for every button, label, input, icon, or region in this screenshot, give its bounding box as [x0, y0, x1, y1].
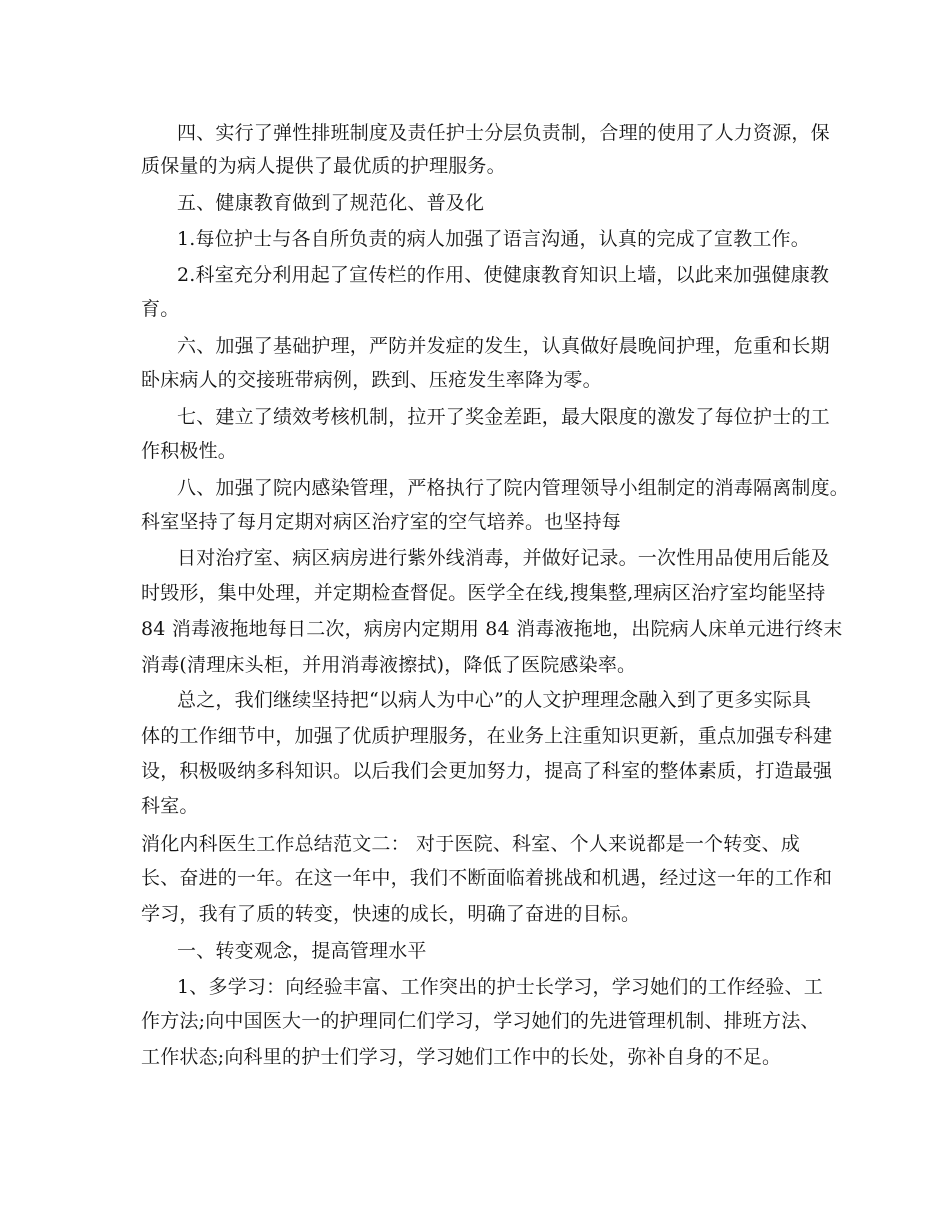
text-line: 科室坚持了每月定期对病区治疗室的空气培养。也坚持每	[141, 511, 622, 533]
text-line: 2.科室充分利用起了宣传栏的作用、使健康教育知识上墙，以此来加强健康教	[177, 264, 830, 286]
text-line: 学习，我有了质的转变，快速的成长，明确了奋进的目标。	[141, 903, 641, 925]
text-line: 质保量的为病人提供了最优质的护理服务。	[141, 155, 506, 177]
text-line: 消化内科医生工作总结范文二： 对于医院、科室、个人来说都是一个转变、成	[141, 833, 801, 855]
text-line: 八、加强了院内感染管理，严格执行了院内管理领导小组制定的消毒隔离制度。	[177, 477, 850, 499]
text-line: 六、加强了基础护理，严防并发症的发生，认真做好晨晚间护理，危重和长期	[177, 335, 830, 357]
text-line: 长、奋进的一年。在这一年中，我们不断面临着挑战和机遇，经过这一年的工作和	[141, 867, 833, 889]
text-line: 五、健康教育做到了规范化、普及化	[177, 192, 485, 214]
text-line: 消毒(清理床头柜，并用消毒液擦拭)，降低了医院感染率。	[141, 654, 637, 676]
text-line: 科室。	[141, 795, 199, 817]
text-line: 作方法;向中国医大一的护理同仁们学习，学习她们的先进管理机制、排班方法、	[141, 1010, 820, 1032]
text-line: 育。	[141, 298, 180, 320]
text-line: 一、转变观念，提高管理水平	[177, 940, 427, 962]
text-line: 总之，我们继续坚持把“以病人为中心”的人文护理理念融入到了更多实际具	[177, 689, 812, 711]
text-line: 84 消毒液拖地每日二次，病房内定期用 84 消毒液拖地，出院病人床单元进行终末	[141, 618, 843, 640]
text-line: 工作状态;向科里的护士们学习，学习她们工作中的长处，弥补自身的不足。	[141, 1046, 782, 1068]
text-line: 卧床病人的交接班带病例，跌到、压疮发生率降为零。	[141, 369, 602, 391]
text-line: 作积极性。	[141, 440, 238, 462]
text-line: 1.每位护士与各自所负责的病人加强了语言沟通，认真的完成了宣教工作。	[177, 228, 810, 250]
text-line: 四、实行了弹性排班制度及责任护士分层负责制，合理的使用了人力资源，保	[177, 122, 830, 144]
text-line: 时毁形，集中处理，并定期检查督促。医学全在线,搜集整,理病区治疗室均能坚持	[141, 582, 826, 604]
text-line: 日对治疗室、病区病房进行紫外线消毒，并做好记录。一次性用品使用后能及	[177, 547, 830, 569]
text-line: 七、建立了绩效考核机制，拉开了奖金差距，最大限度的激发了每位护士的工	[177, 406, 830, 428]
text-line: 1、多学习：向经验丰富、工作突出的护士长学习，学习她们的工作经验、工	[177, 976, 823, 998]
text-line: 设，积极吸纳多科知识。以后我们会更加努力，提高了科室的整体素质，打造最强	[141, 760, 833, 782]
text-line: 体的工作细节中，加强了优质护理服务，在业务上注重知识更新，重点加强专科建	[141, 725, 833, 747]
